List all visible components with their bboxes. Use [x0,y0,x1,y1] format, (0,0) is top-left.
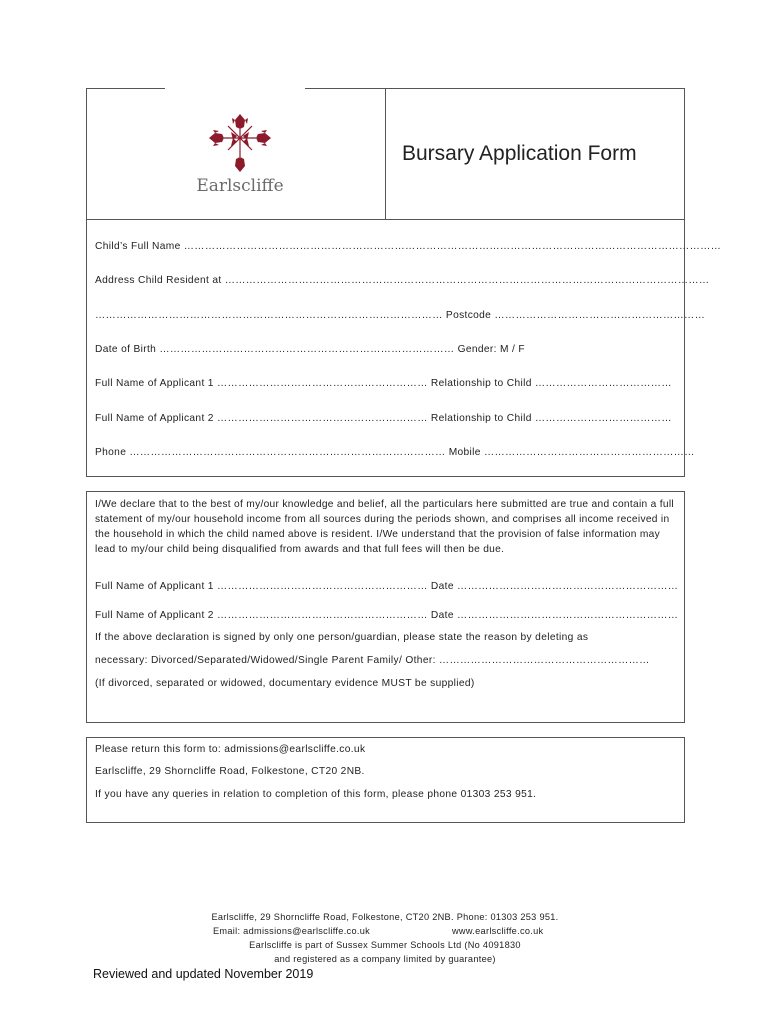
return-address-line: Earlscliffe, 29 Shorncliffe Road, Folkestone, CT20 2NB. [95,766,365,777]
footer-email: Email: admissions@earlscliffe.co.uk [213,926,371,936]
footer-company: Earlscliffe is part of Sussex Summer Schools Ltd (No 4091830 [249,940,521,950]
header-divider [385,88,386,220]
address-field: Address Child Resident at ………………………………………………………………………………………………………………………… [95,275,710,286]
signature2-field: Full Name of Applicant 2 …………………………………………………… Date ……………………………………………………… [95,610,679,621]
applicant2-field: Full Name of Applicant 2 …………………………………………………… Relationship to Child ………………………………… [95,413,672,424]
earlscliffe-logo [195,110,285,200]
dob-gender-field: Date of Birth ………………………………………………………………………… Gender: M / F [95,344,525,355]
applicant1-field: Full Name of Applicant 1 …………………………………………………… Relationship to Child ………………………………… [95,378,672,389]
footer-registered: and registered as a company limited by guarantee) [274,954,496,964]
postcode-field: ……………………………………………………………………………………… Postcode …………………………………………………… [95,310,706,321]
declaration-note-2: necessary: Divorced/Separated/Widowed/Single Parent Family/ Other: …………………………………………………… [95,655,650,666]
phone-mobile-field: Phone ……………………………………………………………………………… Mobile …………………………………………………… [95,447,695,458]
declaration-note-1: If the above declaration is signed by only one person/guardian, please state the reason by deleting as [95,632,589,643]
rose-cross-icon [195,110,285,178]
logo-wordmark: Earlscliffe [196,176,284,196]
declaration-text: I/We declare that to the best of my/our knowledge and belief, all the particulars here submitted are true and contain a full statement of my/our household income from all sources during the periods shown, and comprises all income received in the household in which the child named above is resident. I/We understand that the provision of false information may lead to my/our child being disqualified from awards and that full fees will then be due. [95,499,674,555]
return-email-line: Please return this form to: admissions@earlscliffe.co.uk [95,744,366,755]
footer-web: www.earlscliffe.co.uk [452,926,544,936]
reviewed-date: Reviewed and updated November 2019 [93,967,314,981]
return-queries-line: If you have any queries in relation to completion of this form, please phone 01303 253 951. [95,789,537,800]
declaration-note-3: (If divorced, separated or widowed, documentary evidence MUST be supplied) [95,678,475,689]
signature1-field: Full Name of Applicant 1 …………………………………………………… Date ……………………………………………………… [95,581,679,592]
child-name-field: Child’s Full Name ……………………………………………………………………………………………………………………………………… [95,241,722,252]
footer-address: Earlscliffe, 29 Shorncliffe Road, Folkestone, CT20 2NB. Phone: 01303 253 951. [211,912,559,922]
page-title: Bursary Application Form [402,142,637,165]
header-top-accent [165,88,305,90]
